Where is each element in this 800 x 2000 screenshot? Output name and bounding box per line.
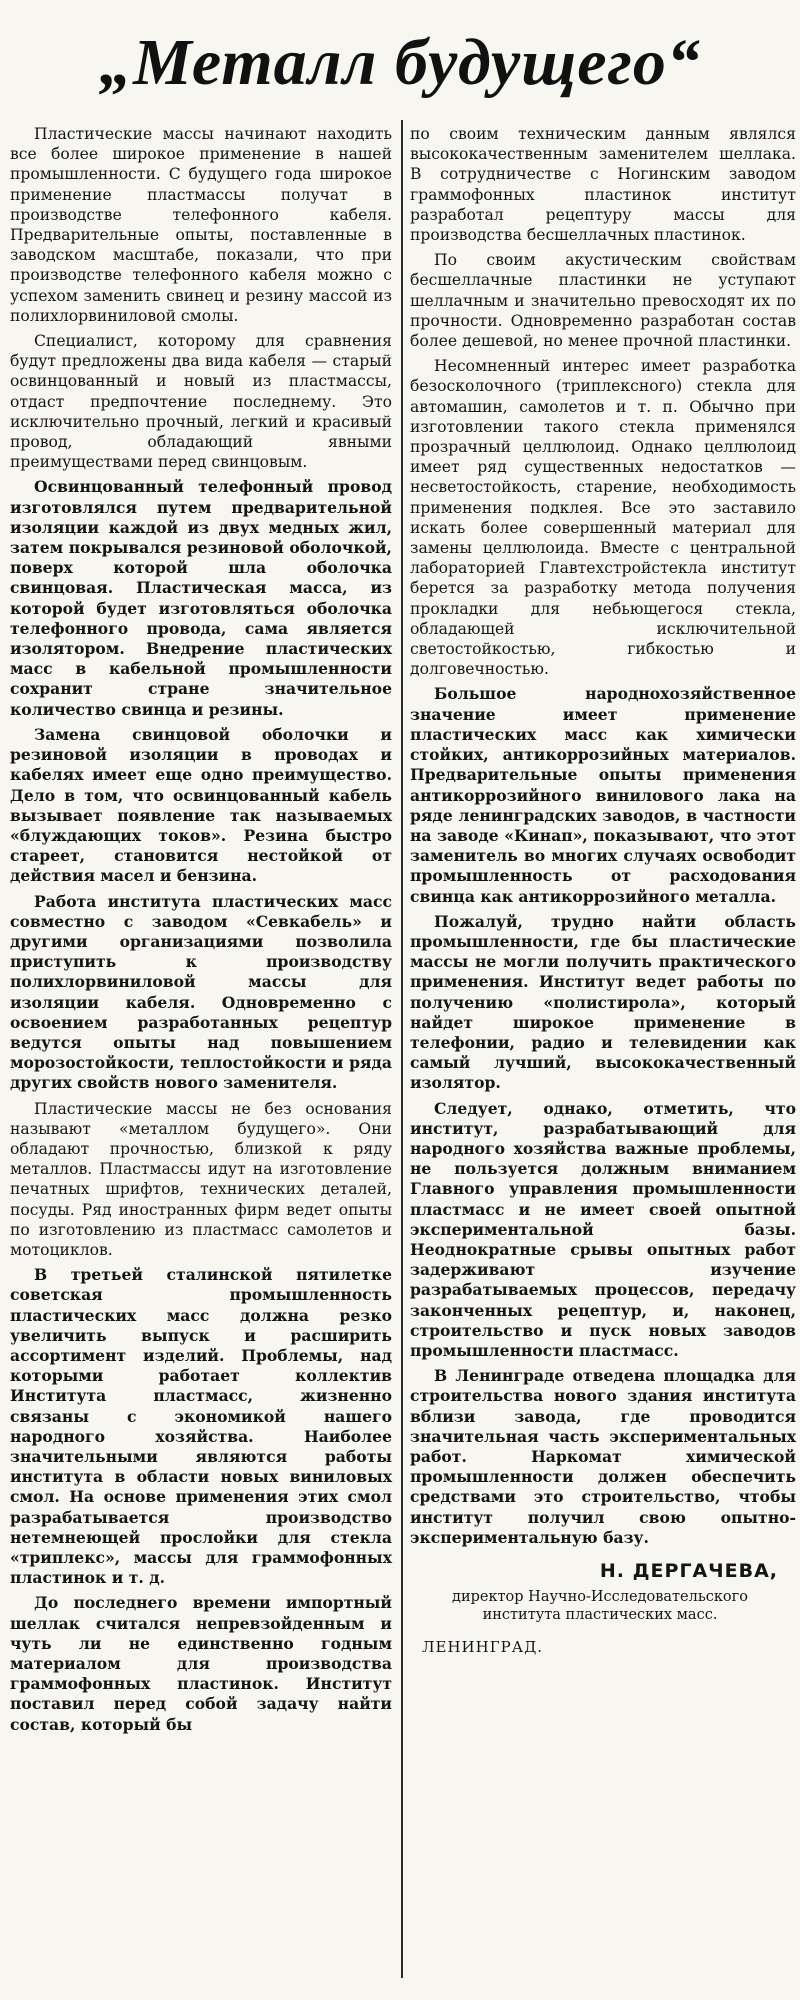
paragraph: Работа института пластических масс совместно с заводом «Севкабель» и другими организациями позволила приступить к производству полихлорвиниловой массы для изоляции кабеля. Одновременно с освоением разработанных рецептур ведутся опыты над повышением морозостойкости, теплостойкости и ряда других свойств нового заменителя. — [10, 891, 392, 1093]
paragraph: Несомненный интерес имеет разработка безосколочного (триплексного) стекла для автомашин, самолетов и т. п. Обычно при изготовлении такого стекла применялся прозрачный целлюлоид. Однако целлюлоид имеет ряд существенных недостатков — несветостойкость, старение, необходимость применения подклея. Все это заставило искать более совершенный материал для замены целлюлоида. Вместе с центральной лабораторией Главтехстройстекла институт берется за разработку метода получения прокладки для небьющегося стекла, обладающей исключительной светостойкостью, гибкостью и долговечностью. — [410, 357, 796, 679]
paragraph: Замена свинцовой оболочки и резиновой изоляции в проводах и кабелях имеет еще одно преимущество. Дело в том, что освинцованный кабель вызывает появление так называемых «блуждающих токов». Резина быстро стареет, становится нестойкой от действия масел и бензина. — [10, 724, 392, 886]
right-column — [410, 124, 796, 1656]
author-name: Н. ДЕРГАЧЕВА, — [599, 1560, 778, 1583]
paragraph: Освинцованный телефонный провод изготовлялся путем предварительной изоляции каждой из двух медных жил, затем покрывался резиновой оболочкой, поверх которой шла оболочка свинцовая. Пластическая масса, из которой будет изготовляться оболочка телефонного провода, сама является изолятором. Внедрение пластических масс в кабельной промышленности сохранит стране значительное количество свинца и резины. — [10, 477, 392, 719]
paragraph: В третьей сталинской пятилетке советская промышленность пластических масс должна резко увеличить выпуск и расширить ассортимент изделий. Проблемы, над которыми работает коллектив Института пластмасс, жизненно связаны с экономикой нашего народного хозяйства. Наиболее значительными являются работы института в области новых виниловых смол. На основе применения этих смол разрабатывается производство нетемнеющей прослойки для стекла «триплекс», массы для граммофонных пластинок и т. д. — [10, 1265, 392, 1588]
column-divider — [401, 120, 403, 1978]
paragraph: По своим акустическим свойствам бесшеллачные пластинки не уступают шеллачным и значительно превосходят их по прочности. Одновременно разработан состав более дешевой, но менее прочной пластинки. — [410, 251, 796, 351]
paragraph: Пластические массы не без основания называют «металлом будущего». Они обладают прочностью, близкой к ряду металлов. Пластмассы идут на изготовление печатных шрифтов, технических деталей, посуды. Ряд иностранных фирм ведет опыты по изготовлению из пластмасс самолетов и мотоциклов. — [10, 1099, 392, 1259]
paragraph: Пластические массы начинают находить все более широкое применение в нашей промышленности. С будущего года широкое применение пластмассы получат в производстве телефонного кабеля. Предварительные опыты, поставленные в заводском масштабе, показали, что при производстве телефонного кабеля можно с успехом заменить свинец и резину массой из полихлорвиниловой смолы. — [10, 125, 392, 325]
paragraph: До последнего времени импортный шеллак считался непревзойденным и чуть ли не единственно годным материалом для производства граммофонных пластинок. Институт поставил перед собой задачу найти состав, который бы — [10, 1593, 392, 1734]
paragraph: Пожалуй, трудно найти область промышленности, где бы пластические массы не могли получить практического применения. Институт ведет работы по получению «полистирола», который найдет широкое применение в телефонии, радио и телевидении как самый лучший, высококачественный изолятор. — [410, 911, 796, 1093]
dateline-city: ЛЕНИНГРАД. — [422, 1638, 544, 1657]
paragraph: В Ленинграде отведена площадка для строительства нового здания института вблизи завода, где проводится значительная часть экспериментальных работ. Наркомат химической промышленности должен обеспечить средствами это строительство, чтобы институт получил свою опытно-экспериментальную базу. — [410, 1366, 796, 1547]
left-column — [10, 124, 392, 1740]
paragraph: Большое народнохозяйственное значение имеет применение пластических масс как химически стойких, антикоррозийных материалов. Предварительные опыты применения антикоррозийного винилового лака на ряде ленинградских заводов, в частности на заводе «Кинап», показывают, что этот заменитель во многих случаях освободит промышленность от расходования свинца как антикоррозийного металла. — [410, 684, 796, 906]
author-title: директор Научно-Исследовательского института пластических масс. — [452, 1589, 748, 1624]
paragraph: Следует, однако, отметить, что институт, разрабатывающий для народного хозяйства важные проблемы, не пользуется должным вниманием Главного управления промышленности пластмасс и не имеет своей опытной экспериментальной базы. Неоднократные срывы опытных работ задерживают изучение разрабатываемых процессов, передачу законченных рецептур, и, наконец, строительство и пуск новых заводов промышленности пластмасс. — [410, 1098, 796, 1360]
paragraph: по своим техническим данным являлся высококачественным заменителем шеллака. В сотрудничестве с Ногинским заводом граммофонных пластинок институт разработал рецептуру массы для производства бесшеллачных пластинок. — [410, 125, 796, 245]
article-headline: „Металл будущего“ — [99, 26, 701, 99]
paragraph: Специалист, которому для сравнения будут предложены два вида кабеля — старый освинцованный и новый из пластмассы, отдаст предпочтение последнему. Это исключительно прочный, легкий и красивый провод, обладающий явными преимуществами перед свинцовым. — [10, 332, 392, 472]
